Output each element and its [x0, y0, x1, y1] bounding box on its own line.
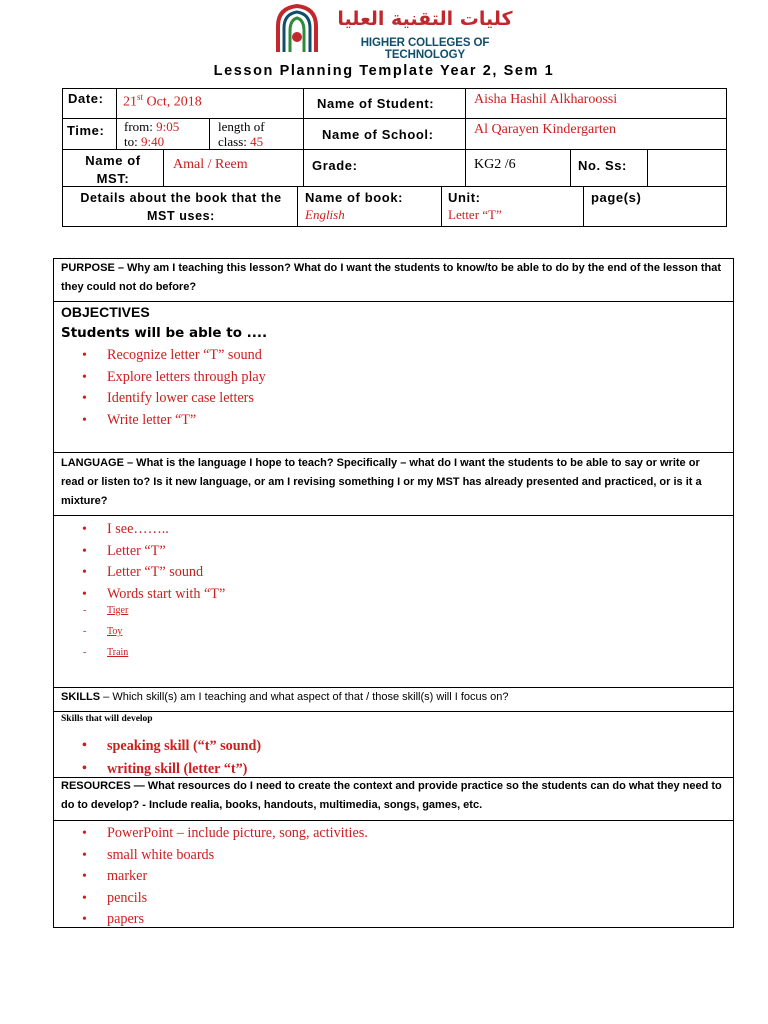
list-item: - Train [54, 642, 128, 663]
date-day: 21 [123, 94, 137, 110]
to-value: 9:40 [140, 134, 165, 149]
logo-english-text: HIGHER COLLEGES OF TECHNOLOGY [360, 37, 490, 61]
language-words-list [54, 600, 128, 663]
details-label: Details about the book that the MST uses: [80, 191, 282, 223]
time-value-cell [116, 118, 210, 150]
list-item: • Words start with “T” [54, 584, 225, 606]
purpose-key: PURPOSE [61, 262, 115, 274]
date-suffix: st [137, 92, 144, 102]
objectives-list [54, 345, 266, 431]
length-label: length of [218, 119, 265, 134]
objectives-heading: OBJECTIVES [61, 304, 150, 320]
pages-cell [583, 186, 727, 227]
language-list [54, 519, 225, 605]
student-label-cell [303, 88, 466, 119]
skills-text: – Which skill(s) am I teaching and what aspect of that / those skill(s) will I focus on? [100, 691, 509, 703]
skills-question [61, 687, 725, 707]
pages-label: page(s) [591, 190, 642, 205]
school-value-cell [465, 118, 727, 150]
date-value [123, 92, 202, 111]
school-label: Name of School: [322, 127, 434, 142]
list-item: • speaking skill (“t” sound) [54, 734, 261, 758]
student-value: Aisha Hashil Alkharoossi [474, 92, 618, 107]
list-item: • PowerPoint – include picture, song, activities. [54, 823, 368, 845]
purpose-question [61, 259, 725, 297]
book-value: English [305, 207, 345, 222]
skills-list [54, 734, 261, 780]
list-item: • pencils [54, 888, 368, 910]
time-label-cell [62, 118, 117, 150]
language-question [61, 454, 725, 511]
list-item: • papers [54, 909, 368, 931]
divider [54, 515, 733, 516]
logo-arabic-text: كليات التقنية العليا [337, 8, 513, 30]
skills-key: SKILLS [61, 691, 101, 703]
language-text: – What is the language I hope to teach? Specifically – what do I want the students to be able to say or write or read or listen to? Is it new language, or am I revising something I or my MST has already presented and practiced, or is it a mixture? [61, 457, 702, 507]
details-label-cell [62, 186, 298, 227]
from-value: 9:05 [156, 119, 180, 134]
mst-label: Name of MST: [85, 153, 141, 186]
divider [54, 452, 733, 453]
date-label-cell [62, 88, 117, 119]
list-item: • Write letter “T” [54, 410, 266, 432]
student-value-cell [465, 88, 727, 119]
mst-value: Amal / Reem [173, 157, 248, 172]
list-item: • Identify lower case letters [54, 388, 266, 410]
grade-label: Grade: [312, 158, 358, 173]
from-label: from: [124, 119, 157, 134]
to-label: to: [124, 134, 141, 149]
divider [54, 820, 733, 821]
length-cell [209, 118, 304, 150]
date-value-cell [116, 88, 304, 119]
college-logo [272, 4, 522, 61]
skills-subheading: Skills that will develop [61, 714, 153, 724]
list-item: • Letter “T” sound [54, 562, 225, 584]
divider [54, 711, 733, 712]
list-item: • Explore letters through play [54, 367, 266, 389]
mst-label-cell [62, 149, 164, 187]
resources-question [61, 777, 725, 815]
resources-list [54, 823, 368, 931]
unit-cell [441, 186, 584, 227]
grade-value: KG2 /6 [474, 157, 516, 172]
list-item: • I see…….. [54, 519, 225, 541]
time-to [124, 135, 164, 149]
mst-value-cell [163, 149, 304, 187]
list-item: - Toy [54, 621, 128, 642]
purpose-text: – Why am I teaching this lesson? What do I want the students to know/to be able to do by the end of the lesson that they could not do before? [61, 262, 722, 293]
document-title: Lesson Planning Template Year 2, Sem 1 [213, 63, 555, 79]
book-label: Name of book: [305, 190, 404, 205]
resources-key: RESOURCES [61, 780, 131, 792]
noss-label: No. Ss: [578, 158, 627, 173]
school-value: Al Qarayen Kindergarten [474, 122, 617, 137]
list-item: • writing skill (letter “t”) [54, 758, 261, 780]
student-label: Name of Student: [317, 96, 435, 111]
time-from [124, 120, 179, 134]
list-item: • marker [54, 866, 368, 888]
list-item: • small white boards [54, 845, 368, 867]
grade-value-cell [465, 149, 571, 187]
date-rest: Oct, 2018 [143, 94, 202, 110]
list-item: • Recognize letter “T” sound [54, 345, 266, 367]
unit-value: Letter “T” [448, 207, 502, 222]
book-cell [297, 186, 442, 227]
time-label: Time: [67, 123, 105, 138]
class-length [218, 135, 263, 149]
list-item: • Letter “T” [54, 541, 225, 563]
class-label: class: [218, 134, 251, 149]
grade-label-cell [303, 149, 466, 187]
college-emblem-icon [272, 4, 322, 54]
class-value: 45 [250, 134, 264, 149]
language-key: LANGUAGE [61, 457, 124, 469]
lesson-plan-form [53, 258, 734, 928]
noss-label-cell [570, 149, 648, 187]
unit-label: Unit: [448, 190, 481, 205]
resources-text: — What resources do I need to create the context and provide practice so the students can do what they need to do to develop? - Include realia, books, handouts, multimedia, songs, games, etc. [61, 780, 722, 811]
school-label-cell [303, 118, 466, 150]
date-label: Date: [68, 91, 104, 106]
objectives-intro: Students will be able to .... [61, 325, 268, 341]
list-item: - Tiger [54, 600, 128, 621]
divider [54, 301, 733, 302]
noss-value-cell [647, 149, 727, 187]
